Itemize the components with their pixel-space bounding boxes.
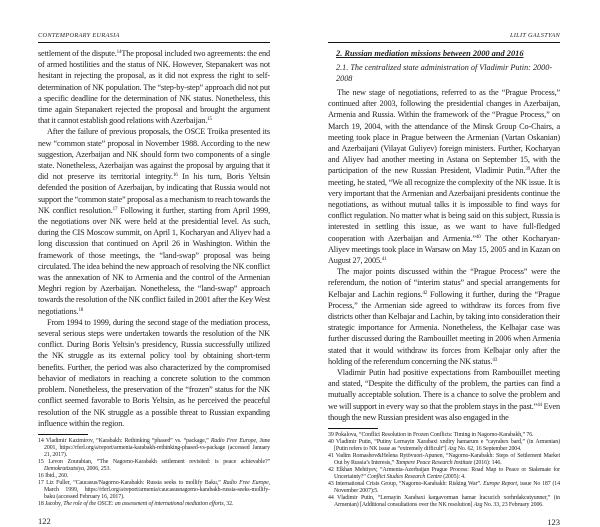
footnote-ref: 42 xyxy=(422,290,428,296)
paragraph xyxy=(328,367,560,423)
text-run: After the failure of previous proposals, the OSCE Troika presented its new “common state” proposal in November 1988. According to the new suggestion, Azerbaijan and NK should form two components of a single state. Nonetheless, Azerbaijan was against the proposal by arguing that it did not preserve its territorial integrity. xyxy=(38,127,270,182)
footnote xyxy=(38,473,270,480)
footnotes xyxy=(328,432,560,509)
text-run: 18 Jacoby, xyxy=(38,500,64,507)
text-run: The new stage of negotiations, referred to as the “Prague Process,” continued after 2003, following the presidential changes in Azerbaijan, Armenia and Russia. Within the framework of the “Prague Process,” on March 19, 2004, with the attendance of the Minsk Group Co-Chairs, a meeting took place in Prague between the Armenian (Vartan Oskanian) and Azerbaijani (Vilayat Guliyev) foreign ministers. Further, Kocharyan and Aliyev had another meeting in Astana on September 15, with the participation of the new Russian President, Vladimir Putin. xyxy=(328,88,560,176)
text-run: From 1994 to 1999, during the second stage of the mediation process, several serious steps were undertaken towards the resolution of the NK conflict. During Boris Yeltsin’s presidency, Russia successfully utilized the NK struggle as its external policy tool by obtaining short-term benefits. Further, the period was also characterized by the compromised behavior of mediators in reaching a concrete solution to the common problem. Nonetheless, the preservation of the “frozen” status for the NK conflict seemed favorable to Boris Yeltsin, as he perceived the peaceful resolution of the NK struggle as a possible threat to Russian expanding influence within the region. xyxy=(38,317,270,428)
header-rule xyxy=(328,42,560,43)
italic-title: Azg xyxy=(447,446,457,453)
italic-title: Tampere Peace Research Institute xyxy=(395,460,473,467)
text-run: 17 Liz Fuller, “Caucasus/Nagorno-Karabakh: Russia seeks to mollify Baku,” xyxy=(38,479,224,486)
text-run: , June 2001, https://rferl.org/a/report/armenia-karabakh-rethinking-phased-vs-package (accessed January 21, 2017). xyxy=(44,437,270,458)
text-run: Following it further, starting from April 1999, the negotiations over NK were held at the presidential level. As such, during the CIS Moscow summit, on April 1, Kocharyan and Aliyev had a long discussion that continued on April 26 in Washington. Within the framework of those meetings, the “land-swap” proposal was being circulated. The idea behind the new approach of resolving the NK conflict was the annexation of NK to Armenia and the control of the Armenian Meghri region by Azerbaijan. Nonetheless, the “land-swap” approach towards the resolution of the NK conflict failed in 2001 after the Key West negotiations. xyxy=(38,205,270,316)
text-run: 39 Pokalova, “Conflict Resolution in Frozen Conflicts: Timing in Nagorno-Karabakh,” 76. xyxy=(328,432,534,439)
text-run: , issue No 187 (14 November 2007):5. xyxy=(334,481,560,495)
text-run: Even though the new Russian president was also engaged in the xyxy=(328,401,560,422)
footnote-ref: 41 xyxy=(381,257,387,263)
text-run: 43 International Crisis Group, “Nagorno-Karabakh: Risking War”. xyxy=(328,481,484,488)
text-run: 40 Vladimir Putin, “Putiny Lernayin Xarabaxi xndiry hamarum e “cayrahex bard,” (in Armenian) [Putin refers to NK issue as “extremely difficult”] xyxy=(328,439,560,453)
footnote xyxy=(38,480,270,501)
footnote xyxy=(328,453,560,467)
footnote-ref: 44 xyxy=(537,402,542,408)
footnote-rule xyxy=(328,428,378,429)
footnote xyxy=(38,501,270,508)
paragraph xyxy=(328,87,560,266)
footnote xyxy=(328,467,560,481)
text-run: Vladimir Putin had positive expectations from Rambouillet meeting and stated, “Despite the difficulty of the problem, the parties can find a mutually acceptable solution. There is a chance to solve the problem and we will support in every way so that the problem stays in the past.” xyxy=(328,368,560,411)
text-run: 15 Levon Zourabian, “The Nagorno-Karabakh settlement revisited: is peace achievable?” xyxy=(38,458,270,465)
text-run: , 2006, 253. xyxy=(83,465,111,472)
header-rule xyxy=(38,42,270,43)
footnote xyxy=(38,459,270,473)
italic-title: Demokratizatsiya xyxy=(44,465,84,472)
right-page xyxy=(300,0,600,527)
text-run: , March 1999, https://rferl.org/a/report/armenia/caucasusnagorno-karabakh-russia-seeks-mollify-baku (accessed February 16, 2017). xyxy=(44,479,270,500)
text-run: 44 Vladimir Putin, “Lernayin Xarabaxi kargavorman hamar lracucich xorhrdakcutyunner,” (in Armenian) [Additional consultations over the NK resolution] xyxy=(328,495,560,509)
footnotes xyxy=(38,438,270,508)
footnote-rule xyxy=(38,434,88,435)
footnote xyxy=(38,438,270,459)
footnote-ref: 43 xyxy=(492,357,498,363)
footnote-ref: 17 xyxy=(112,206,118,212)
text-run: After the meeting, he stated, “We all recognize the complexity of the NK issue. It is very important that the Armenian and Azerbaijani presidents continue the negotiations, as without mutual talks it is impossible to find ways for conflict regulation. No matter what is being said on this subject, Russia is interested in settling this issue, as we want to have full-fledged cooperation with Azerbaijan and Armenia.” xyxy=(328,166,560,243)
left-page xyxy=(0,0,300,526)
page-number: 122 xyxy=(38,515,51,526)
text-run: settlement of the dispute. xyxy=(38,49,117,58)
body-text xyxy=(328,87,560,423)
footnote xyxy=(328,439,560,453)
footnote-ref: 39 xyxy=(525,167,531,173)
subsection-title: 2.1. The centralized state administration of Vladimir Putin: 2000-2008 xyxy=(336,63,553,83)
text-run: No. 33, 23 February 2006. xyxy=(482,502,544,509)
footnote-ref: 14 xyxy=(116,50,122,55)
page-number: 123 xyxy=(547,517,560,527)
text-run: The other Kocharyan-Aliyev meetings took place in Warsaw on May 15, 2005 and in Kazan on August 27, 2005. xyxy=(328,233,560,266)
text-run: (2005): 4. xyxy=(441,474,466,481)
text-run: , 32. xyxy=(223,500,234,507)
footnote-ref: 15 xyxy=(207,117,212,123)
paragraph xyxy=(328,266,560,367)
italic-title: The role of the OSCE: an assessment of international mediation efforts xyxy=(63,500,224,507)
italic-title: Europe Report xyxy=(483,481,517,488)
italic-title: Radio Free Europe xyxy=(223,479,269,486)
text-run: The major points discussed within the “Prague Process” were the referendum, the notion of “interim status” and special arrangements for Kelbajar and Lachin regions. xyxy=(328,267,560,299)
text-run: 42 Elkhan Mehtiyev, “Armenia-Azerbaijan Prague Process: Road Map to Peace or Stalemate for Uncertainty?” xyxy=(328,467,560,481)
italic-title: Conflict Studies Research Centre xyxy=(367,474,442,481)
text-run: The proposal included two agreements: the end of armed hostilities and the status of NK. However, Stepanakert was not hesitant in rejecting the proposal, as it did not express the right to self-determination of NK population. The “step-by-step” approach did not put a specific deadline for the determination of NK status. Nonetheless, this time again Stepanakert rejected the proposal and brought the argument that it cannot establish good relations with Azerbaijan. xyxy=(38,49,270,126)
text-run: In his turn, Boris Yeltsin defended the position of Azerbaijan, by indicating that Russia would not support the “common state” proposal as a mechanism to reach towards the NK conflict resolution. xyxy=(38,172,270,215)
paragraph xyxy=(38,317,270,429)
italic-title: Radio Free Europe xyxy=(210,437,256,444)
footnote-ref: 16 xyxy=(172,173,178,179)
text-run: Following it further, during the “Prague Process,” the Armenian side agreed to withdraw its forces from five districts other than Kelbajar and Lachin, by taking into consideration their strategic importance for Armenia. Nonetheless, the Kelbajar case was further discussed during the Rambouillet meeting in 2006 when Armenia stated that it would withdraw its forces from Kelbajar only after the holding of the referendum concerning the NK status. xyxy=(328,289,560,366)
footnote-ref: 18 xyxy=(78,307,84,313)
footnote xyxy=(328,495,560,509)
running-header-journal: CONTEMPORARY EURASIA xyxy=(38,32,120,39)
text-run: 14 Vladimir Kazimirov, “Karabakh: Rethinking “phased” vs. “package,” xyxy=(38,437,211,444)
body-text xyxy=(38,48,270,429)
text-run: No. 62, 16 September 2004. xyxy=(456,446,522,453)
footnote xyxy=(328,481,560,495)
italic-title: Azg xyxy=(473,502,483,509)
section-title: 2. Russian mediation missions between 2000 and 2016 xyxy=(336,49,524,58)
paragraph xyxy=(38,48,270,126)
text-run: 41 Vadim Romashov&Helena Rytövuori-Apunen, “Nagorno-Karabakh: Steps of Settlement Market Out by Russia’s Interests,” xyxy=(328,453,560,467)
text-run: 16 Ibid., 260. xyxy=(38,472,69,479)
running-header-author: LILIT GALSTYAN xyxy=(509,32,560,39)
paragraph xyxy=(38,126,270,316)
footnote-ref: 40 xyxy=(475,234,481,240)
text-run: (2016): 146. xyxy=(472,460,502,467)
